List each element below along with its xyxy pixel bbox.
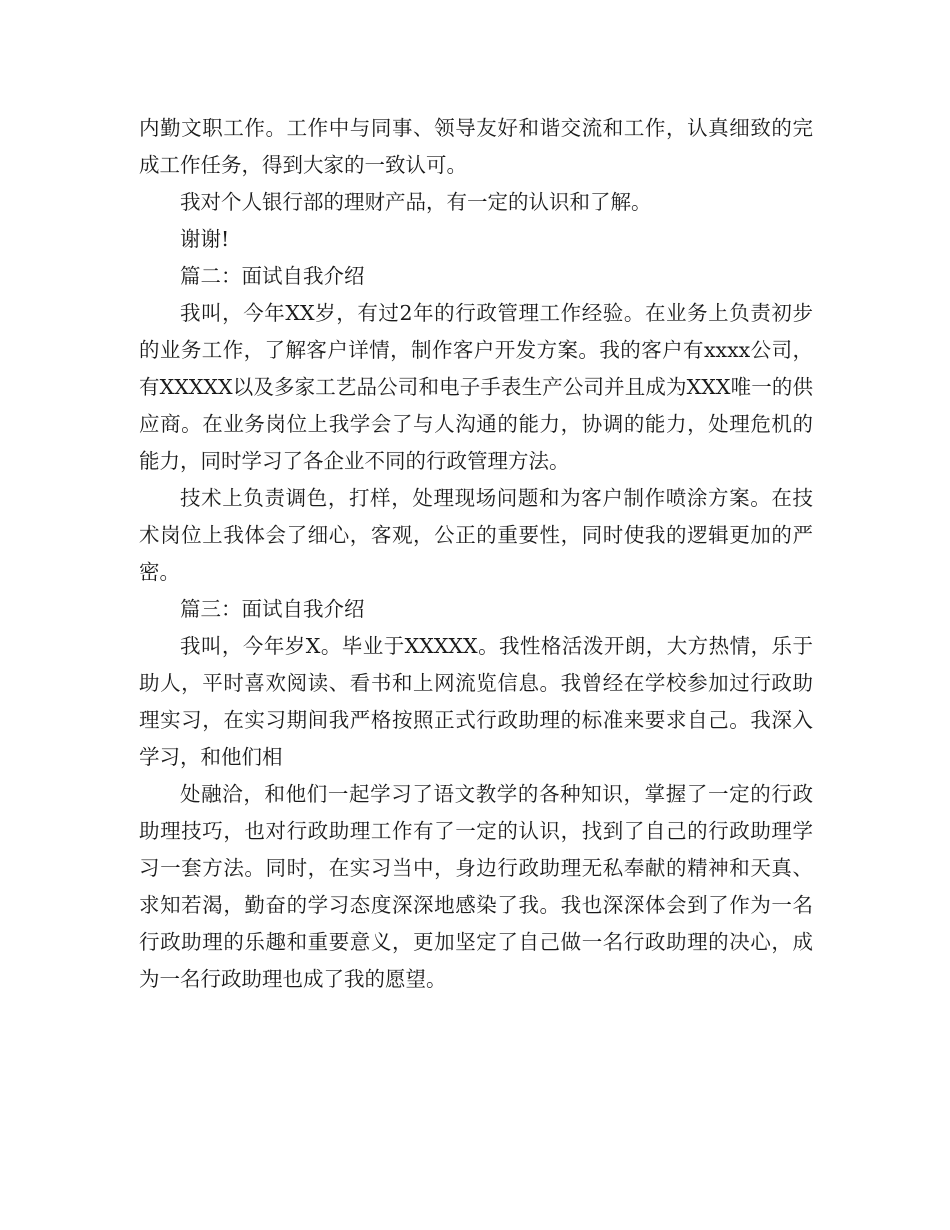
paragraph-personality-internship: 我叫，今年岁X。毕业于XXXXX。我性格活泼开朗，大方热情，乐于助人，平时喜欢阅读、看书和上网流览信息。我曾经在学校参加过行政助理实习，在实习期间我严格按照正式行政助理的标准来要求自己。我深入学习，和他们相 bbox=[139, 634, 813, 769]
paragraph-technical-role: 技术上负责调色，打样，处理现场问题和为客户制作喷涂方案。在技术岗位上我体会了细心，客观，公正的重要性，同时使我的逻辑更加的严密。 bbox=[139, 486, 813, 584]
section-heading-part-two: 篇二：面试自我介绍 bbox=[180, 264, 365, 288]
paragraph-thanks: 谢谢! bbox=[180, 227, 230, 251]
paragraph-admin-experience: 我叫，今年XX岁，有过2年的行政管理工作经验。在业务上负责初步的业务工作，了解客户详情，制作客户开发方案。我的客户有xxxx公司，有XXXXX以及多家工艺品公司和电子手表生产公司并且成为XXX唯一的供应商。在业务岗位上我学会了与人沟通的能力，协调的能力，处理危机的能力，同时学习了各企业不同的行政管理方法。 bbox=[139, 301, 813, 473]
paragraph-internship-learning: 处融洽，和他们一起学习了语文教学的各种知识，掌握了一定的行政助理技巧，也对行政助理工作有了一定的认识，找到了自己的行政助理学习一套方法。同时，在实习当中，身边行政助理无私奉献的精神和天真、求知若渴，勤奋的学习态度深深地感染了我。我也深深体会到了作为一名行政助理的乐趣和重要意义，更加坚定了自己做一名行政助理的决心，成为一名行政助理也成了我的愿望。 bbox=[139, 782, 813, 991]
paragraph-bank-products: 我对个人银行部的理财产品，有一定的认识和了解。 bbox=[180, 190, 652, 214]
paragraph-continuation: 内勤文职工作。工作中与同事、领导友好和谐交流和工作，认真细致的完成工作任务，得到大家的一致认可。 bbox=[139, 116, 813, 177]
document-body bbox=[139, 110, 813, 998]
section-heading-part-three: 篇三：面试自我介绍 bbox=[180, 597, 365, 621]
